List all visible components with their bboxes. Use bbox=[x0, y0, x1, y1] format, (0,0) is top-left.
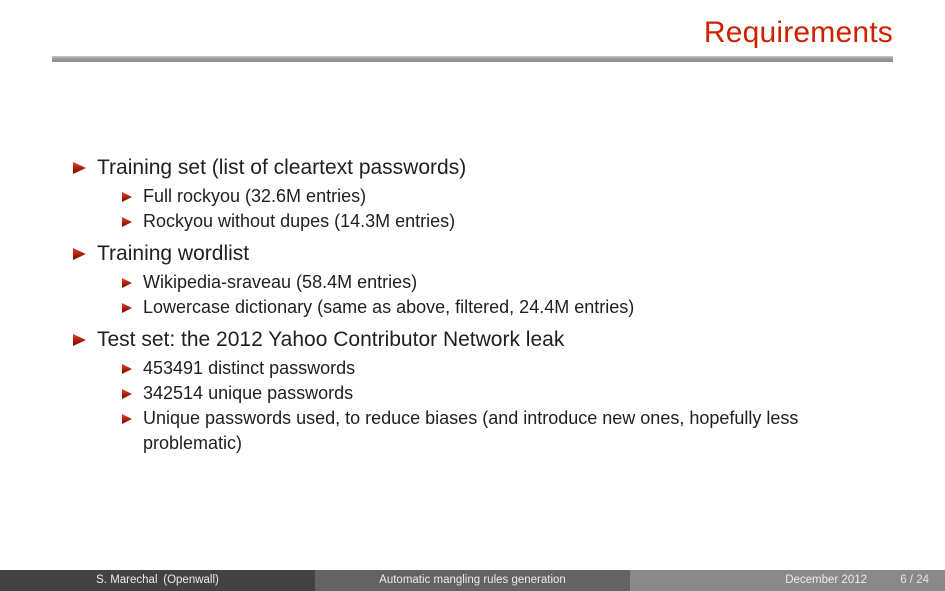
sub-list bbox=[73, 184, 855, 234]
title-rule bbox=[52, 56, 893, 62]
bullet-triangle-icon bbox=[122, 364, 132, 374]
bullet-triangle-icon bbox=[122, 414, 132, 424]
list-item-label: Training wordlist bbox=[97, 242, 250, 265]
list-item-label: Training set (list of cleartext passwords) bbox=[97, 156, 467, 179]
bullet-triangle-icon bbox=[73, 162, 86, 174]
list-item-label: Wikipedia-sraveau (58.4M entries) bbox=[143, 272, 418, 292]
bullet-triangle-icon bbox=[122, 389, 132, 399]
footer-author-label: S. Marechal (Openwall) bbox=[96, 574, 219, 586]
list-item-label: Rockyou without dupes (14.3M entries) bbox=[143, 211, 456, 231]
bullet-triangle-icon bbox=[122, 217, 132, 227]
list-item-label: 453491 distinct passwords bbox=[143, 358, 356, 378]
footer-bar bbox=[0, 570, 945, 591]
footer-date: December 2012 bbox=[785, 574, 868, 586]
list-item-label: 342514 unique passwords bbox=[143, 383, 354, 403]
footer-talk-title bbox=[315, 570, 630, 591]
list-item bbox=[122, 270, 855, 295]
list-item bbox=[122, 381, 855, 406]
list-item bbox=[73, 326, 855, 353]
sub-list bbox=[73, 270, 855, 320]
bullet-triangle-icon bbox=[73, 334, 86, 346]
list-item-label: Unique passwords used, to reduce biases (and introduce new ones, hopefully less problematic) bbox=[143, 408, 799, 453]
list-item-label: Full rockyou (32.6M entries) bbox=[143, 186, 367, 206]
footer-author bbox=[0, 570, 315, 591]
footer-talk-title-label: Automatic mangling rules generation bbox=[379, 574, 566, 586]
list-item bbox=[122, 209, 855, 234]
bullet-triangle-icon bbox=[122, 278, 132, 288]
list-item-label: Test set: the 2012 Yahoo Contributor Network leak bbox=[97, 328, 565, 351]
bullet-list bbox=[73, 154, 855, 462]
list-item-label: Lowercase dictionary (same as above, filtered, 24.4M entries) bbox=[143, 297, 635, 317]
list-item bbox=[122, 184, 855, 209]
sub-list bbox=[73, 356, 855, 456]
bullet-triangle-icon bbox=[122, 303, 132, 313]
list-item bbox=[73, 154, 855, 181]
bullet-triangle-icon bbox=[122, 192, 132, 202]
slide-title: Requirements bbox=[703, 16, 893, 49]
list-item bbox=[122, 295, 855, 320]
list-item bbox=[73, 240, 855, 267]
footer-page-number: 6 / 24 bbox=[900, 574, 929, 586]
bullet-triangle-icon bbox=[73, 248, 86, 260]
footer-date-page bbox=[630, 570, 945, 591]
list-item bbox=[122, 356, 855, 381]
list-item bbox=[122, 406, 855, 456]
